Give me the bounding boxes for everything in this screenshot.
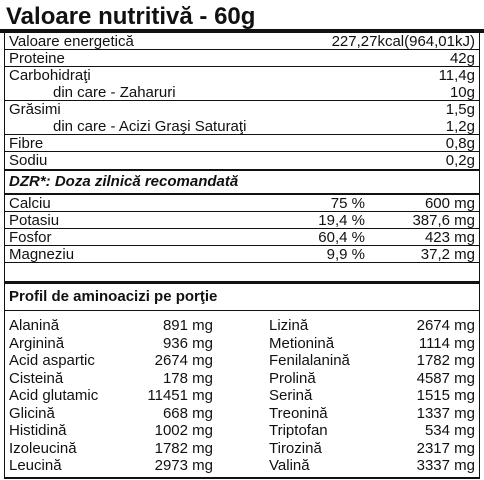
amino-row: [9, 387, 213, 405]
amino-name: Treonină: [269, 404, 328, 422]
mineral-amount: 387,6 mg: [412, 212, 475, 229]
nutrient-label: Fibre: [9, 134, 44, 152]
amino-value: 3337 mg: [416, 457, 475, 474]
mineral-row: [5, 246, 479, 263]
amino-row: [269, 405, 475, 423]
mineral-percent: 75 %: [330, 195, 365, 212]
amino-value: 2973 mg: [154, 457, 213, 474]
amino-row: [269, 317, 475, 335]
nutrient-row-carbs: [5, 67, 479, 101]
amino-row: [9, 405, 213, 423]
mineral-table: [4, 195, 480, 263]
amino-value: 2674 mg: [154, 352, 213, 369]
nutrient-row-fiber: [5, 135, 479, 152]
amino-row: [9, 422, 213, 440]
mineral-row: [5, 195, 479, 212]
amino-name: Triptofan: [269, 422, 328, 439]
nutrient-row-sodium: [5, 152, 479, 169]
amino-value: 936 mg: [162, 334, 213, 352]
nutrient-label: Carbohidraţi: [9, 67, 91, 84]
nutrient-label: Grăsimi: [9, 101, 61, 118]
mineral-label: Magneziu: [9, 246, 75, 263]
amino-name: Izoleucină: [9, 439, 77, 457]
nutrient-label: Proteine: [9, 49, 65, 67]
amino-name: Valină: [269, 457, 310, 474]
section-gap: [4, 263, 480, 281]
amino-value: 1002 mg: [154, 422, 213, 439]
amino-row: [269, 457, 475, 475]
amino-name: Cisteină: [9, 369, 64, 387]
amino-name: Histidină: [9, 422, 67, 439]
amino-row: [9, 317, 213, 335]
amino-column-right: [269, 317, 475, 475]
amino-name: Serină: [269, 387, 313, 404]
amino-name: Alanină: [9, 317, 60, 334]
amino-value: 1782 mg: [416, 352, 475, 369]
amino-row: [269, 440, 475, 458]
amino-name: Glicină: [9, 404, 55, 422]
amino-value: 11451 mg: [147, 387, 213, 404]
nutrient-sub-label: din care - Zaharuri: [53, 84, 176, 101]
amino-row: [269, 422, 475, 440]
mineral-amount: 423 mg: [424, 229, 475, 246]
amino-value: 178 mg: [162, 369, 213, 387]
amino-row: [9, 352, 213, 370]
nutrient-value: 0,8g: [445, 134, 475, 152]
nutrient-row-energy: [5, 33, 479, 50]
nutrient-row-protein: [5, 50, 479, 67]
mineral-row: [5, 212, 479, 229]
amino-value: 891 mg: [162, 317, 213, 334]
nutrient-sub-label: din care - Acizi Graşi Saturaţi: [53, 118, 247, 135]
mineral-percent: 9,9 %: [326, 246, 365, 263]
amino-row: [269, 352, 475, 370]
nutrition-table: [4, 33, 480, 169]
mineral-percent: 60,4 %: [318, 229, 365, 246]
amino-table: [4, 311, 480, 479]
page-title: Valoare nutritivă - 60g: [0, 0, 484, 33]
nutrient-value: 0,2g: [445, 152, 475, 169]
amino-name: Metionină: [269, 334, 335, 352]
mineral-percent: 19,4 %: [318, 212, 365, 229]
amino-name: Arginină: [9, 334, 65, 352]
amino-row: [269, 370, 475, 388]
mineral-label: Potasiu: [9, 212, 60, 229]
amino-row: [269, 387, 475, 405]
nutrient-sub-value: 10g: [449, 84, 475, 101]
amino-value: 534 mg: [424, 422, 475, 439]
amino-name: Lizină: [269, 317, 309, 334]
amino-heading: Profil de aminoacizi pe porţie: [4, 281, 480, 311]
nutrient-value: 227,27kcal(964,01kJ): [331, 32, 475, 50]
amino-name: Tirozină: [269, 439, 322, 457]
nutrient-value: 11,4g: [438, 67, 475, 84]
amino-name: Acid aspartic: [9, 352, 95, 369]
amino-value: 2674 mg: [416, 317, 475, 334]
amino-column-left: [9, 317, 213, 475]
nutrient-label: Valoare energetică: [9, 32, 134, 50]
dzr-heading: DZR*: Doza zilnică recomandată: [4, 169, 480, 195]
amino-row: [9, 440, 213, 458]
amino-value: 1782 mg: [154, 439, 213, 457]
amino-value: 4587 mg: [416, 369, 475, 387]
nutrient-value: 1,5g: [445, 101, 475, 118]
amino-name: Acid glutamic: [9, 387, 99, 404]
mineral-label: Calciu: [9, 195, 51, 212]
amino-row: [9, 370, 213, 388]
mineral-amount: 37,2 mg: [420, 246, 475, 263]
mineral-amount: 600 mg: [424, 195, 475, 212]
nutrient-row-fats: [5, 101, 479, 135]
mineral-label: Fosfor: [9, 229, 52, 246]
amino-name: Prolină: [269, 369, 316, 387]
amino-value: 2317 mg: [416, 439, 475, 457]
nutrient-sub-value: 1,2g: [445, 118, 475, 135]
nutrient-label: Sodiu: [9, 152, 48, 169]
amino-name: Leucină: [9, 457, 62, 474]
amino-name: Fenilalanină: [269, 352, 350, 369]
amino-value: 1515 mg: [416, 387, 475, 404]
amino-row: [9, 335, 213, 353]
amino-row: [9, 457, 213, 475]
amino-value: 1337 mg: [416, 404, 475, 422]
nutrient-value: 42g: [449, 49, 475, 67]
mineral-row: [5, 229, 479, 246]
amino-value: 668 mg: [162, 404, 213, 422]
amino-value: 1114 mg: [418, 334, 475, 352]
amino-row: [269, 335, 475, 353]
